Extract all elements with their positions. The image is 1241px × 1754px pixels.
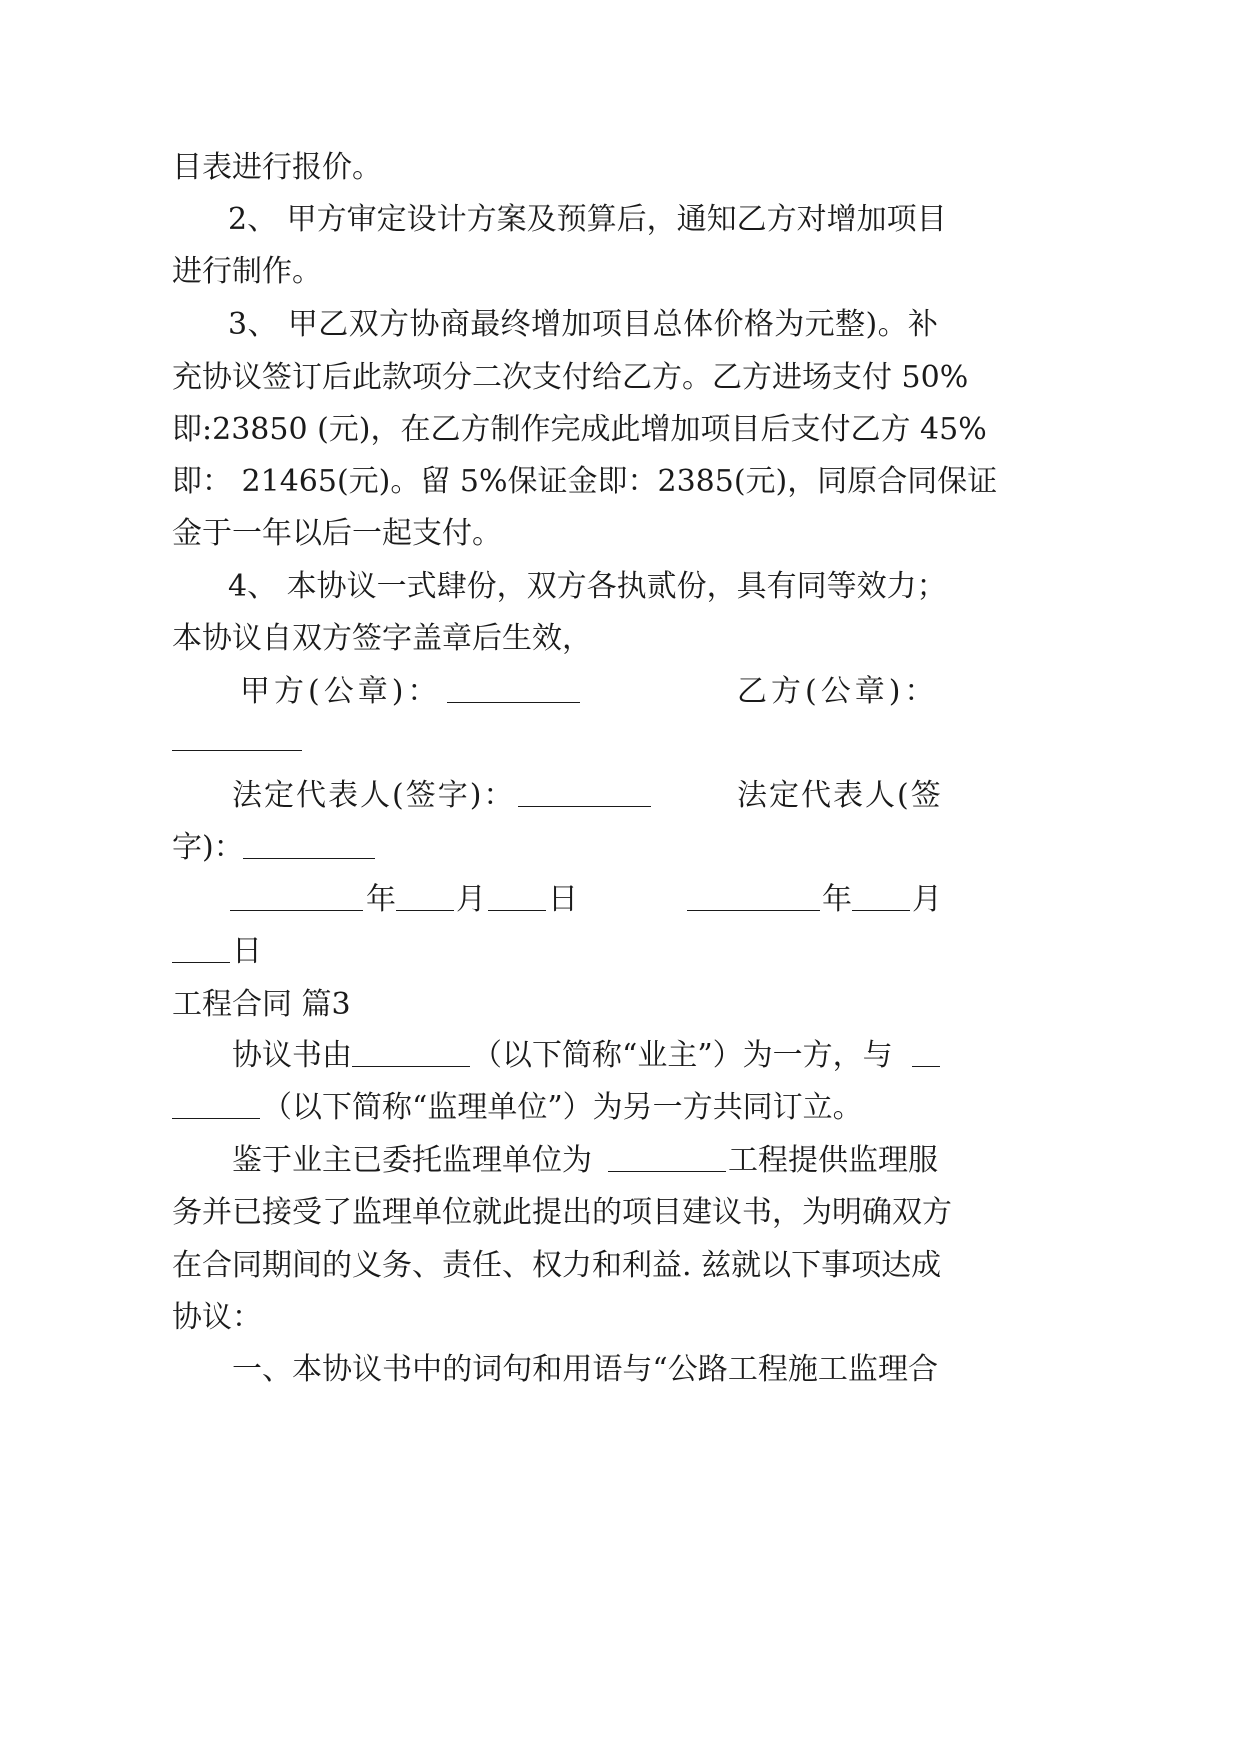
text-line: 一、本协议书中的词句和用语与“公路工程施工监理合 <box>232 1352 938 1387</box>
party-b-seal-blank <box>172 720 302 751</box>
project-blank <box>608 1141 726 1172</box>
date-a-year-label: 年 <box>366 882 396 917</box>
text-line: 即:23850 (元)，在乙方制作完成此增加项目后支付乙方 45% <box>172 412 987 447</box>
date-b-day-blank <box>172 932 230 963</box>
text-line: 金于一年以后一起支付。 <box>172 516 502 551</box>
text-line: 在合同期间的义务、责任、权力和利益. 兹就以下事项达成 <box>172 1248 942 1283</box>
text-line: 充协议签订后此款项分二次支付给乙方。乙方进场支付 50% <box>172 360 969 395</box>
owner-blank <box>352 1036 470 1067</box>
text-line: 3、 甲乙双方协商最终增加项目总体价格为元整)。补 <box>228 307 938 342</box>
text-line: 务并已接受了监理单位就此提出的项目建议书，为明确双方 <box>172 1195 952 1230</box>
text-fragment: （以下简称“监理单位”）为另一方共同订立。 <box>262 1090 863 1125</box>
text-line: 本协议自双方签字盖章后生效， <box>172 621 592 656</box>
text-line: 2、 甲方审定设计方案及预算后，通知乙方对增加项目 <box>228 202 947 237</box>
date-a-month-blank <box>396 880 454 911</box>
date-a-month-label: 月 <box>456 882 486 917</box>
text-fragment: 鉴于业主已委托监理单位为 <box>232 1143 592 1178</box>
rep-a-label: 法定代表人(签字)： <box>232 778 516 813</box>
supervisor-blank-start <box>912 1036 940 1067</box>
party-a-seal-label: 甲方(公章)： <box>240 674 442 709</box>
date-b-month-blank <box>852 880 910 911</box>
date-b-day-label: 日 <box>232 934 262 969</box>
date-a-year-blank <box>230 880 363 911</box>
rep-b-label-cont: 字)： <box>172 830 244 865</box>
date-b-month-label: 月 <box>912 882 942 917</box>
rep-b-label: 法定代表人(签 <box>737 778 943 813</box>
text-line: 协议： <box>172 1300 262 1335</box>
party-b-seal-label: 乙方(公章)： <box>737 674 939 709</box>
supervisor-blank-end <box>172 1088 260 1119</box>
text-line: 目表进行报价。 <box>172 150 382 185</box>
text-line: 即： 21465(元)。留 5%保证金即：2385(元)，同原合同保证 <box>172 464 998 499</box>
rep-a-blank <box>518 776 651 807</box>
date-a-day-label: 日 <box>548 882 578 917</box>
date-a-day-blank <box>488 880 546 911</box>
section-heading: 工程合同 篇3 <box>172 987 351 1022</box>
date-b-year-blank <box>687 880 820 911</box>
rep-b-blank <box>243 828 375 859</box>
text-fragment: 工程提供监理服 <box>728 1143 938 1178</box>
party-a-seal-blank <box>447 672 580 703</box>
date-b-year-label: 年 <box>822 882 852 917</box>
text-fragment: 协议书由 <box>232 1038 352 1073</box>
text-fragment: （以下简称“业主”）为一方，与 <box>472 1038 893 1073</box>
text-line: 4、 本协议一式肆份，双方各执贰份，具有同等效力； <box>228 569 947 604</box>
text-line: 进行制作。 <box>172 254 322 289</box>
